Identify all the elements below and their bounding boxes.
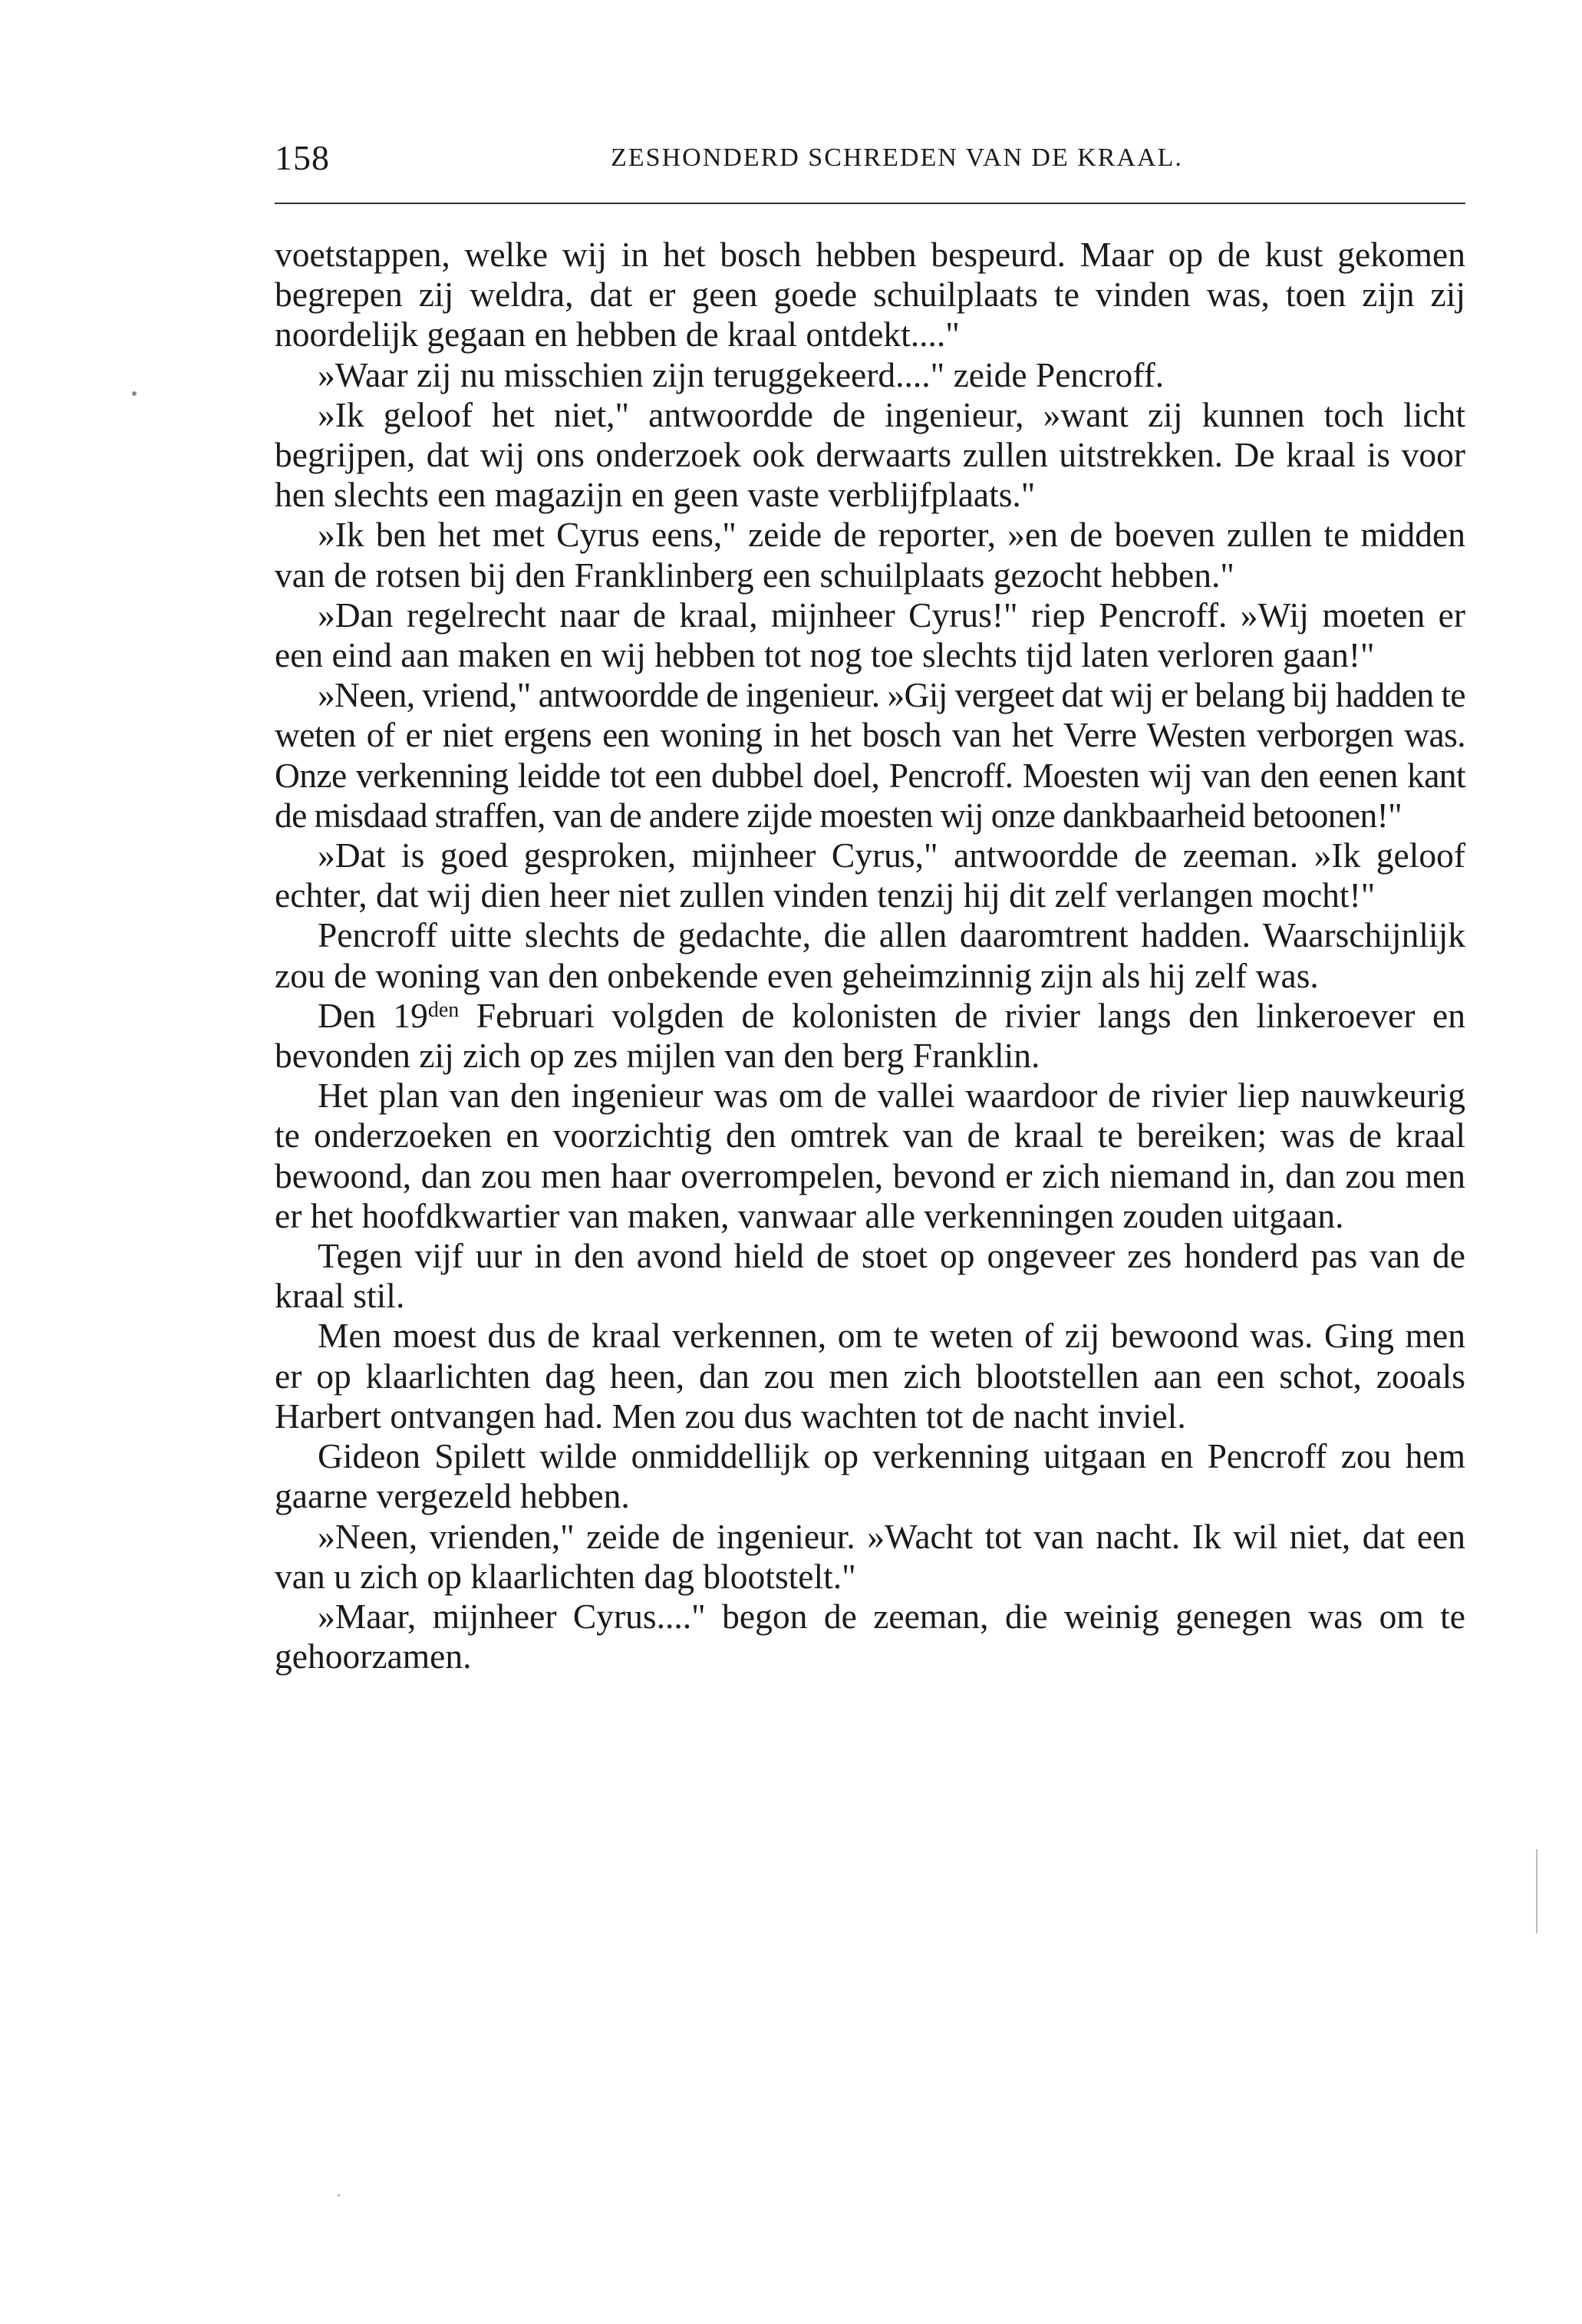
paragraph-continuation: Februari volgden de kolonisten de rivier langs den linkeroever en bevonden zij zich op zes mijlen van den berg Franklin.: [275, 995, 1465, 1076]
date-text: Den 19: [318, 995, 428, 1035]
paragraph: [275, 996, 1465, 1076]
paragraph: »Ik geloof het niet," antwoordde de ingenieur, »want zij kunnen toch licht begrijpen, dat wij ons onderzoek ook derwaarts zullen uitstrekken. De kraal is voor hen slechts een magazijn en geen vaste verblijfplaats.": [275, 394, 1465, 515]
paragraph: Pencroff uitte slechts de gedachte, die allen daaromtrent hadden. Waarschijnlijk zou de woning van den onbekende even geheimzinnig zijn als hij zelf was.: [275, 915, 1465, 995]
paragraph: »Dat is goed gesproken, mijnheer Cyrus," antwoordde de zeeman. »Ik geloof echter, dat wij dien heer niet zullen vinden tenzij hij dit zelf verlangen mocht!": [275, 836, 1465, 915]
date-superscript: den: [427, 997, 460, 1022]
scan-speck: [338, 2194, 340, 2197]
paragraph: »Neen, vriend," antwoordde de ingenieur. »Gij vergeet dat wij er belang bij hadden te weten of er niet ergens een woning in het bosch van het Verre Westen verborgen was. Onze verkenning leidde tot een dubbel doel, Pencroff. Moesten wij van den eenen kant de misdaad straffen, van de andere zijde moesten wij onze dankbaarheid betoonen!": [275, 675, 1465, 835]
paragraph: »Ik ben het met Cyrus eens," zeide de reporter, »en de boeven zullen te midden van de rotsen bij den Franklinberg een schuilplaats gezocht hebben.": [275, 515, 1465, 595]
paragraph: Men moest dus de kraal verkennen, om te weten of zij bewoond was. Ging men er op klaarlichten dag heen, dan zou men zich blootstellen aan een schot, zooals Harbert ontvangen had. Men zou dus wachten tot de nacht inviel.: [275, 1316, 1465, 1436]
paragraph: »Neen, vrienden," zeide de ingenieur. »Wacht tot van nacht. Ik wil niet, dat een van u zich op klaarlichten dag blootstelt.": [275, 1516, 1465, 1596]
paragraph: »Maar, mijnheer Cyrus...." begon de zeeman, die weinig genegen was om te gehoorzamen.: [275, 1596, 1465, 1676]
scan-speck: [132, 391, 137, 396]
paragraph: voetstappen, welke wij in het bosch hebben bespeurd. Maar op de kust gekomen begrepen zij weldra, dat er geen goede schuilplaats te vinden was, toen zijn zij noordelijk gegaan en hebben de kraal ontdekt....": [275, 235, 1465, 354]
paragraph: »Dan regelrecht naar de kraal, mijnheer Cyrus!" riep Pencroff. »Wij moeten er een eind aan maken en wij hebben tot nog toe slechts tijd laten verloren gaan!": [275, 595, 1465, 675]
paragraph: Gideon Spilett wilde onmiddellijk op verkenning uitgaan en Pencroff zou hem gaarne vergezeld hebben.: [275, 1436, 1465, 1516]
running-head: [275, 137, 1465, 180]
page-number: 158: [275, 138, 330, 177]
paragraph: Het plan van den ingenieur was om de vallei waardoor de rivier liep nauwkeurig te onderzoeken en voorzichtig den omtrek van de kraal te bereiken; was de kraal bewoond, dan zou men haar overrompelen, bevond er zich niemand in, dan zou men er het hoofdkwartier van maken, vanwaar alle verkenningen zouden uitgaan.: [275, 1076, 1465, 1235]
header-rule: [275, 203, 1465, 204]
body-text: [275, 235, 1465, 1676]
paragraph: »Waar zij nu misschien zijn teruggekeerd...." zeide Pencroff.: [318, 354, 1165, 394]
scan-artifact: [1536, 1849, 1538, 1933]
paragraph: Tegen vijf uur in den avond hield de stoet op ongeveer zes honderd pas van de kraal stil.: [275, 1236, 1465, 1316]
running-title: ZESHONDERD SCHREDEN VAN DE KRAAL.: [611, 143, 1183, 172]
